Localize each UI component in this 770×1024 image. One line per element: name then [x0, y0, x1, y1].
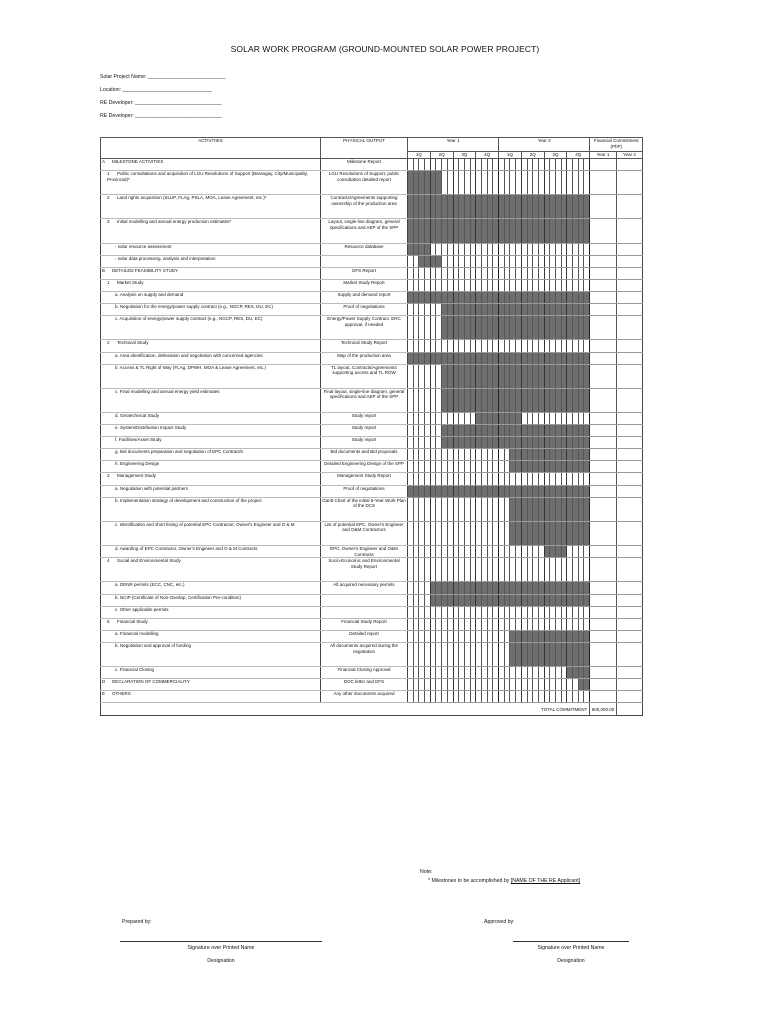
- fin-commitment-y2-cell: [616, 679, 643, 691]
- note-line: [420, 877, 580, 886]
- physical-output-cell: Detailed report: [321, 630, 408, 642]
- fin-year2-header: Year 2: [616, 151, 643, 158]
- fin-commitment-y1-cell: [590, 582, 617, 594]
- fin-commitment-y1-cell: [590, 691, 617, 703]
- activity-number: 3: [107, 219, 110, 225]
- table-row: [101, 679, 643, 691]
- fin-commitment-y2-cell: [616, 412, 643, 424]
- quarter-header: 2Q: [521, 151, 544, 158]
- fin-commitment-y1-cell: [590, 255, 617, 267]
- fin-commitment-y1-cell: [590, 449, 617, 461]
- fin-commitment-y2-cell: [616, 594, 643, 606]
- activity-cell: [101, 449, 321, 461]
- fin-commitment-y1-cell: [590, 219, 617, 243]
- table-row: [101, 642, 643, 666]
- fin-commitment-y1-cell: [590, 485, 617, 497]
- quarter-header: 3Q: [544, 151, 567, 158]
- fin-commitment-y1-cell: [590, 618, 617, 630]
- activity-cell: [101, 461, 321, 473]
- activity-number: B: [102, 267, 106, 273]
- table-row: [101, 449, 643, 461]
- fin-commitment-y2-cell: [616, 546, 643, 558]
- physical-output-cell: All documents acquired during the negotiation: [321, 642, 408, 666]
- activity-label: DECLARATION OF COMMERCIALITY: [112, 679, 190, 685]
- activity-cell: [101, 292, 321, 304]
- physical-output-cell: Market Study Report: [321, 279, 408, 291]
- activity-label: MILESTONE ACTIVITIES: [112, 159, 164, 164]
- approved-by-name-caption: Signature over Printed Name: [537, 945, 605, 951]
- physical-output-cell: Gantt Chart of the initial 5-Year Work Plan of the DCS: [321, 497, 408, 521]
- activity-cell: [101, 304, 321, 316]
- table-row: [101, 594, 643, 606]
- table-row: [101, 412, 643, 424]
- table-row: [101, 497, 643, 521]
- physical-output-cell: [321, 594, 408, 606]
- fin-commitment-y1-cell: [590, 437, 617, 449]
- table-row: [101, 219, 643, 243]
- table-row: [101, 388, 643, 412]
- activity-cell: [101, 521, 321, 545]
- fin-year1-header: Year 1: [590, 151, 617, 158]
- table-row: [101, 473, 643, 485]
- fin-commitment-y2-cell: [616, 255, 643, 267]
- page-title: SOLAR WORK PROGRAM (GROUND-MOUNTED SOLAR POWER PROJECT): [230, 44, 540, 54]
- fin-commitment-y1-cell: [590, 606, 617, 618]
- physical-output-cell: Detailed Engineering Design of the SPP: [321, 461, 408, 473]
- activity-number: 1: [107, 171, 110, 177]
- physical-output-cell: Study report: [321, 412, 408, 424]
- activity-label: b. Access & TL Right of Way (FLAg, DPWH, MOA & Lease Agreement, etc.): [115, 364, 266, 370]
- activity-label: a. Area identification, delineation and negotiation with concerned agencies: [115, 352, 263, 358]
- physical-output-cell: Any other documents acquired: [321, 691, 408, 703]
- total-commitment-value: 600,000.00: [590, 703, 617, 716]
- table-row: [101, 255, 643, 267]
- activity-label: h. Engineering Design: [115, 461, 160, 467]
- physical-output-header: PHYSICAL OUTPUT: [321, 138, 408, 159]
- activity-label: - solar data processing, analysis and interpretation: [115, 255, 216, 261]
- fin-commitment-y2-cell: [616, 316, 643, 340]
- activity-label: a. Analysis on supply and demand: [115, 292, 184, 298]
- physical-output-cell: [321, 255, 408, 267]
- activity-label: Social and Environmental Study: [117, 558, 181, 564]
- quarter-header: 1Q: [408, 151, 431, 158]
- fin-commitment-y1-cell: [590, 497, 617, 521]
- table-row: [101, 485, 643, 497]
- table-row: [101, 195, 643, 219]
- fin-commitment-y2-cell: [616, 425, 643, 437]
- fin-commitment-y2-cell: [616, 691, 643, 703]
- fin-commitment-y1-cell: [590, 159, 617, 171]
- table-row: [101, 292, 643, 304]
- activity-cell: [101, 243, 321, 255]
- project-name-field: Solar Project Name: ___________________________: [100, 74, 226, 80]
- activity-label: Initial modelling and annual energy production estimates*: [117, 219, 232, 225]
- quarter-header: 1Q: [499, 151, 522, 158]
- table-row: [101, 364, 643, 388]
- table-row: [101, 171, 643, 195]
- activity-cell: [101, 485, 321, 497]
- prepared-by-label: Prepared by:: [122, 919, 152, 925]
- note-text: * Milestones to be accomplished by: [428, 877, 511, 884]
- fin-commitment-y1-cell: [590, 667, 617, 679]
- fin-commitment-y1-cell: [590, 594, 617, 606]
- total-commitment-label: TOTAL COMMITMENT: [408, 703, 590, 716]
- activity-label: Public consultations and acquisition of LGU Resolutions of Support (Barangay, City/Municipality, Provincial)*: [107, 171, 308, 182]
- fin-commitment-y1-cell: [590, 473, 617, 485]
- activity-cell: [101, 618, 321, 630]
- fin-commitment-y2-cell: [616, 437, 643, 449]
- activity-label: Management Study: [117, 473, 157, 479]
- physical-output-cell: TL layout, Contracts/Agreements supporting access and TL ROW: [321, 364, 408, 388]
- activity-cell: [101, 255, 321, 267]
- fin-commitment-y1-cell: [590, 340, 617, 352]
- activity-label: e. System/Distribution Impact Study: [115, 425, 187, 431]
- activity-cell: [101, 497, 321, 521]
- activity-cell: [101, 316, 321, 340]
- activity-label: c. Other applicable permits: [115, 606, 169, 612]
- approved-by-signature-line: [513, 941, 629, 942]
- table-row: [101, 582, 643, 594]
- table-row: [101, 304, 643, 316]
- fin-commitment-y1-cell: [590, 316, 617, 340]
- fin-commitment-y1-cell: [590, 642, 617, 666]
- activity-number: E: [102, 691, 106, 697]
- activity-label: b. NCIP (Certificate of Non-Overlap, Certification Pre-condition): [115, 594, 241, 600]
- fin-commitment-y2-cell: [616, 642, 643, 666]
- activity-label: a. DENR permits (ECC, CNC, etc.): [115, 582, 185, 588]
- activity-label: c. Final modelling and annual energy yield estimates: [115, 388, 220, 394]
- financial-commitment-header: Financial Commitment (PhP): [590, 138, 643, 152]
- physical-output-cell: LGU Resolutions of Support, public consultation detailed report: [321, 171, 408, 195]
- fin-commitment-y2-cell: [616, 340, 643, 352]
- fin-commitment-y1-cell: [590, 195, 617, 219]
- fin-commitment-y2-cell: [616, 497, 643, 521]
- activity-cell: [101, 267, 321, 279]
- fin-commitment-y2-cell: [616, 582, 643, 594]
- physical-output-cell: Proof of negotiations: [321, 304, 408, 316]
- activity-cell: [101, 388, 321, 412]
- physical-output-cell: Management Study Report: [321, 473, 408, 485]
- physical-output-cell: Energy/Power Supply Contract, ERC approval, if needed: [321, 316, 408, 340]
- quarter-header: 4Q: [567, 151, 590, 158]
- activity-label: Technical Study: [117, 340, 149, 346]
- fin-commitment-y1-cell: [590, 304, 617, 316]
- fin-commitment-y2-cell: [616, 667, 643, 679]
- total-blank-cell: [101, 703, 408, 716]
- physical-output-cell: [321, 606, 408, 618]
- table-row: [101, 546, 643, 558]
- physical-output-cell: Layout, single-line diagram, general specifications and AEP of the SPP: [321, 219, 408, 243]
- fin-commitment-y2-cell: [616, 461, 643, 473]
- table-row: [101, 243, 643, 255]
- activity-cell: [101, 546, 321, 558]
- table-row: [101, 352, 643, 364]
- activity-cell: [101, 352, 321, 364]
- table-row: [101, 159, 643, 171]
- fin-commitment-y2-cell: [616, 352, 643, 364]
- quarter-header: 4Q: [476, 151, 499, 158]
- activity-number: A: [102, 159, 106, 164]
- table-row: [101, 279, 643, 291]
- activity-cell: [101, 594, 321, 606]
- activity-cell: [101, 667, 321, 679]
- activity-cell: [101, 558, 321, 582]
- fin-commitment-y2-cell: [616, 618, 643, 630]
- table-row: [101, 461, 643, 473]
- activity-label: - solar resource assessment: [115, 243, 172, 249]
- activity-cell: [101, 679, 321, 691]
- fin-commitment-y2-cell: [616, 388, 643, 412]
- fin-commitment-y1-cell: [590, 630, 617, 642]
- activity-label: Market Study: [117, 279, 144, 285]
- quarter-header: 2Q: [430, 151, 453, 158]
- fin-commitment-y2-cell: [616, 473, 643, 485]
- fin-commitment-y2-cell: [616, 606, 643, 618]
- physical-output-cell: Contracts/Agreements supporting ownership of the production area: [321, 195, 408, 219]
- fin-commitment-y1-cell: [590, 388, 617, 412]
- physical-output-cell: EPC, Owner's Engineer and O&M Contracts: [321, 546, 408, 558]
- re-developer-field-2: RE Developer: ______________________________: [100, 113, 222, 119]
- activities-header: ACTIVITIES: [101, 138, 321, 159]
- year2-header: Year 2: [499, 138, 590, 152]
- physical-output-cell: Financial Closing Approval: [321, 667, 408, 679]
- physical-output-cell: Study report: [321, 437, 408, 449]
- physical-output-cell: Resource database: [321, 243, 408, 255]
- fin-commitment-y2-cell: [616, 292, 643, 304]
- physical-output-cell: Socio-Economic and Environmental Study Report: [321, 558, 408, 582]
- re-developer-field: RE Developer: ______________________________: [100, 100, 222, 106]
- fin-commitment-y2-cell: [616, 159, 643, 171]
- activity-number: 4: [107, 558, 110, 564]
- physical-output-cell: Study report: [321, 425, 408, 437]
- physical-output-cell: Proof of negotiations: [321, 485, 408, 497]
- activity-cell: [101, 340, 321, 352]
- activity-number: 1: [107, 279, 110, 285]
- activity-label: Financial Study: [117, 618, 148, 624]
- fin-commitment-y2-cell: [616, 304, 643, 316]
- activity-label: b. Implementation strategy of development and construction of the project: [115, 497, 262, 503]
- fin-commitment-y2-cell: [616, 521, 643, 545]
- approved-by-label: Approved by:: [484, 919, 515, 925]
- table-row: [101, 558, 643, 582]
- activity-label: Land rights acquisition (SLUP, FLAg, PSLA, MOA, Lease Agreement, etc.)*: [117, 195, 267, 201]
- physical-output-cell: Map of the production area: [321, 352, 408, 364]
- fin-commitment-y1-cell: [590, 364, 617, 388]
- activity-label: g. Bid documents preparation and negotiation of EPC Contract/s: [115, 449, 244, 455]
- year1-header: Year 1: [408, 138, 499, 152]
- table-row: [101, 316, 643, 340]
- total-blank-cell: [616, 703, 643, 716]
- fin-commitment-y2-cell: [616, 195, 643, 219]
- physical-output-cell: DFS Report: [321, 267, 408, 279]
- fin-commitment-y1-cell: [590, 425, 617, 437]
- fin-commitment-y1-cell: [590, 546, 617, 558]
- physical-output-cell: Supply and demand report: [321, 292, 408, 304]
- activity-number: 2: [107, 195, 110, 201]
- table-row: [101, 630, 643, 642]
- fin-commitment-y1-cell: [590, 279, 617, 291]
- activity-cell: [101, 364, 321, 388]
- activity-cell: [101, 171, 321, 195]
- table-row: [101, 521, 643, 545]
- fin-commitment-y2-cell: [616, 219, 643, 243]
- total-row: [101, 703, 643, 716]
- activity-cell: [101, 582, 321, 594]
- activity-label: a. Financial modelling: [115, 630, 159, 636]
- table-row: [101, 267, 643, 279]
- prepared-by-designation-caption: Designation: [207, 958, 235, 964]
- fin-commitment-y1-cell: [590, 679, 617, 691]
- activity-label: OTHERS: [112, 691, 131, 697]
- prepared-by-signature-line: [120, 941, 322, 942]
- physical-output-cell: All acquired necessary permits: [321, 582, 408, 594]
- activity-cell: [101, 425, 321, 437]
- fin-commitment-y2-cell: [616, 279, 643, 291]
- table-row: [101, 340, 643, 352]
- activity-label: DETAILED FEASIBILITY STUDY: [112, 267, 179, 273]
- fin-commitment-y1-cell: [590, 558, 617, 582]
- activity-cell: [101, 412, 321, 424]
- prepared-by-name-caption: Signature over Printed Name: [187, 945, 255, 951]
- activity-cell: [101, 159, 321, 171]
- activity-label: c. Acquisition of energy/power supply contract (e.g., NGCP, RES, DU, EC): [115, 316, 263, 322]
- location-field: Location: _______________________________: [100, 87, 212, 93]
- approved-by-designation-caption: Designation: [557, 958, 585, 964]
- activity-cell: [101, 279, 321, 291]
- activity-label: b. Negotiation and approval of funding: [115, 642, 192, 648]
- table-row: [101, 606, 643, 618]
- table-row: [101, 425, 643, 437]
- note-block: [420, 868, 580, 886]
- activity-cell: [101, 642, 321, 666]
- fin-commitment-y1-cell: [590, 352, 617, 364]
- activity-number: 3: [107, 473, 110, 479]
- physical-output-cell: Technical Study Report: [321, 340, 408, 352]
- fin-commitment-y1-cell: [590, 171, 617, 195]
- fin-commitment-y1-cell: [590, 521, 617, 545]
- activity-number: 2: [107, 340, 110, 346]
- activity-label: d. Awarding of EPC Contractor, Owner's Engineer and O & M Contracts: [115, 546, 258, 551]
- physical-output-cell: DOC letter and DFS: [321, 679, 408, 691]
- fin-commitment-y2-cell: [616, 485, 643, 497]
- fin-commitment-y1-cell: [590, 292, 617, 304]
- activity-cell: [101, 437, 321, 449]
- physical-output-cell: Financial Study Report: [321, 618, 408, 630]
- activity-cell: [101, 691, 321, 703]
- activity-cell: [101, 630, 321, 642]
- fin-commitment-y2-cell: [616, 558, 643, 582]
- table-row: [101, 691, 643, 703]
- fin-commitment-y2-cell: [616, 364, 643, 388]
- activity-cell: [101, 606, 321, 618]
- quarter-header: 3Q: [453, 151, 476, 158]
- fin-commitment-y1-cell: [590, 461, 617, 473]
- physical-output-cell: Final layout, single-line diagram, general specifications and AEP of the SPP: [321, 388, 408, 412]
- activity-cell: [101, 195, 321, 219]
- fin-commitment-y2-cell: [616, 267, 643, 279]
- note-label: Note:: [420, 869, 433, 875]
- applicant-name-placeholder: [NAME OF THE RE Applicant]: [510, 877, 581, 884]
- physical-output-cell: Bid documents and Bid proposals: [321, 449, 408, 461]
- activity-label: d. Geotechnical Study: [115, 412, 160, 418]
- activity-label: a. Negotiation with potential partners: [115, 485, 189, 491]
- activity-number: 5: [107, 618, 110, 624]
- activity-number: D: [102, 679, 106, 685]
- work-program-table: [100, 137, 643, 716]
- activity-label: f. Facilities/Asset Study: [115, 437, 162, 443]
- fin-commitment-y1-cell: [590, 243, 617, 255]
- activity-cell: [101, 473, 321, 485]
- activity-label: c. Identification and short listing of potential EPC Contractor, Owner's Engineer and O & M: [115, 521, 295, 527]
- fin-commitment-y2-cell: [616, 449, 643, 461]
- physical-output-cell: List of potential EPC, Owner's Engineer and O&M Contractors: [321, 521, 408, 545]
- activity-cell: [101, 219, 321, 243]
- table-row: [101, 618, 643, 630]
- activity-label: c. Financial Closing: [115, 667, 155, 673]
- table-row: [101, 667, 643, 679]
- fin-commitment-y2-cell: [616, 630, 643, 642]
- table-row: [101, 437, 643, 449]
- fin-commitment-y2-cell: [616, 243, 643, 255]
- fin-commitment-y1-cell: [590, 412, 617, 424]
- activity-label: b. Negotiation for the energy/power supply contract (e.g., NGCP, RES, DU, EC): [115, 304, 273, 310]
- fin-commitment-y1-cell: [590, 267, 617, 279]
- fin-commitment-y2-cell: [616, 171, 643, 195]
- physical-output-cell: Milestone Report: [321, 159, 408, 171]
